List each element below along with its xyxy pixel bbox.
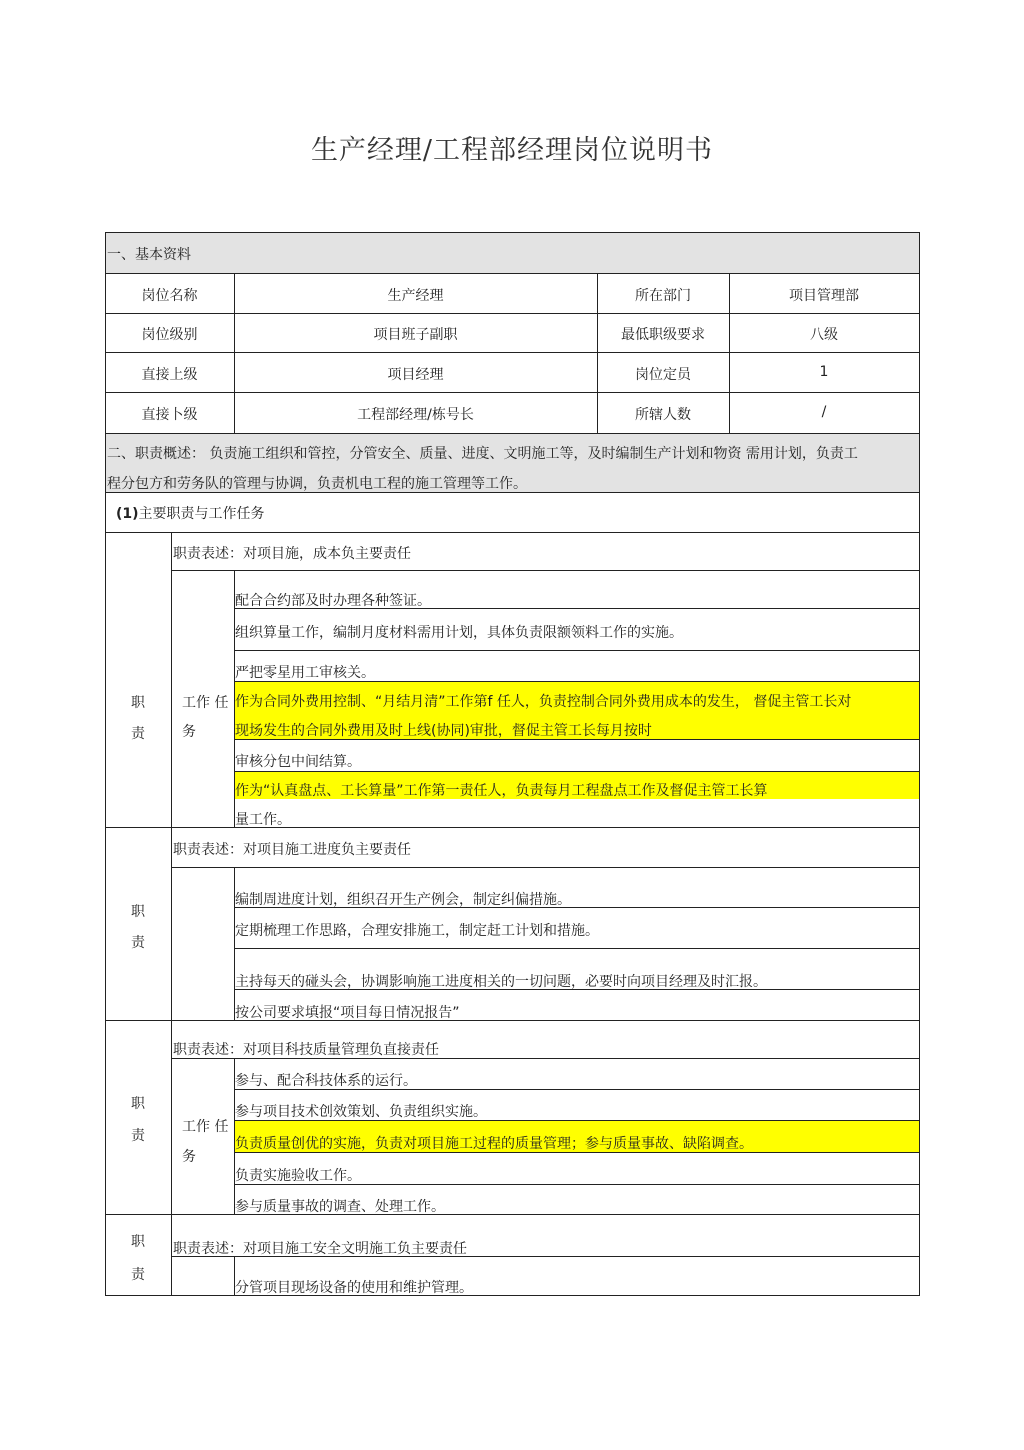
basic-r4-v1: 工程部经理/栋号长	[357, 407, 474, 423]
b1-task-5: 审核分包中间结算。	[235, 754, 361, 770]
basic-r1-v2: 项目管理部	[789, 288, 859, 304]
b2-task-2: 定期梳理工作思路，合理安排施工，制定赶工计划和措施。	[235, 923, 599, 939]
main-duties-number: (1)	[116, 506, 139, 522]
overview-line1: 二、职责概述： 负责施工组织和管控，分管安全、质量、进度、文明施工等，及时编制生产计划和物资 需用计划，负责工	[107, 446, 858, 462]
main-duties-label: 主要职责与工作任务	[138, 506, 265, 522]
basic-r2-v1: 项目班子副职	[373, 327, 458, 343]
basic-r4-v2: /	[821, 404, 827, 420]
basic-r4-k2: 所辖人数	[635, 407, 691, 423]
task-label-1a: 工作 任	[182, 695, 229, 711]
basic-r2-v2: 八级	[810, 327, 838, 343]
section1-bg	[105, 232, 919, 273]
b1-task-4a: 作为合同外费用控制、“月结月清”工作第f 任人，负责控制合同外费用成本的发生， 督促主管工长对	[235, 694, 852, 710]
duty-label-4b: 责	[131, 1267, 145, 1283]
b2-task-4: 按公司要求填报“项目每日情况报告”	[235, 1005, 460, 1021]
b2-statement: 职责表述：对项目施工进度负主要责任	[173, 842, 411, 858]
b4-task-1: 分管项目现场设备的使用和维护管理。	[235, 1280, 473, 1296]
duty-label-3a: 职	[131, 1096, 145, 1112]
basic-r1-v1: 生产经理	[387, 288, 444, 304]
duty-label-2a: 职	[131, 904, 145, 920]
task-label-1b: 务	[182, 724, 196, 740]
b1-task-4b: 现场发生的合同外费用及时上线(协同)审批，督促主管工长每月按时	[235, 723, 652, 739]
section1-header: 一、基本资料	[107, 247, 191, 263]
b3-task-4: 负责实施验收工作。	[235, 1168, 361, 1184]
main-duties-heading	[116, 503, 265, 523]
b1-task-3: 严把零星用工审核关。	[235, 665, 375, 681]
b3-statement: 职责表述：对项目科技质量管理负直接责任	[173, 1042, 439, 1058]
b1-task-6a: 作为“认真盘点、工长算量”工作第一责任人，负责每月工程盘点工作及督促主管工长算	[235, 783, 768, 799]
b3-task-5: 参与质量事故的调查、处理工作。	[235, 1199, 445, 1215]
basic-r1-k1: 岗位名称	[141, 288, 198, 304]
overview-line2: 程分包方和劳务队的管理与协调，负责机电工程的施工管理等工作。	[107, 476, 527, 492]
b1-task-2: 组织算量工作，编制月度材料需用计划，具体负责限额领料工作的实施。	[235, 625, 683, 641]
duty-label-2b: 责	[131, 935, 145, 951]
duty-label-1a: 职	[131, 695, 145, 711]
basic-r3-v2: 1	[819, 364, 829, 380]
b3-task-3: 负责质量创优的实施，负责对项目施工过程的质量管理；参与质量事故、缺陷调查。	[235, 1136, 753, 1152]
b1-statement: 职责表述：对项目施，成本负主要责任	[173, 546, 411, 562]
basic-r3-v1: 项目经理	[387, 367, 444, 383]
b2-task-1: 编制周进度计划，组织召开生产例会，制定纠偏措施。	[235, 892, 571, 908]
basic-r1-k2: 所在部门	[635, 288, 691, 304]
b4-statement: 职责表述：对项目施工安全文明施工负主要责任	[173, 1241, 467, 1257]
task-label-3a: 工作 任	[182, 1119, 229, 1135]
duty-label-4a: 职	[131, 1234, 145, 1250]
basic-r3-k1: 直接上级	[141, 367, 198, 383]
task-label-3b: 务	[182, 1149, 196, 1165]
duty-label-3b: 责	[131, 1128, 145, 1144]
b2-task-3: 主持每天的碰头会，协调影响施工进度相关的一切问题，必要时向项目经理及时汇报。	[235, 974, 767, 990]
page-title: 生产经理/工程部经理岗位说明书	[310, 135, 714, 166]
b1-task-1: 配合合约部及时办理各种签证。	[235, 593, 431, 609]
b1-task-6b: 量工作。	[235, 812, 291, 828]
basic-r2-k2: 最低职级要求	[621, 327, 705, 343]
b3-task-2: 参与项目技术创效策划、负责组织实施。	[235, 1104, 487, 1120]
basic-r4-k1: 直接卜级	[141, 407, 198, 423]
basic-r3-k2: 岗位定员	[635, 367, 691, 383]
duty-label-1b: 责	[131, 726, 145, 742]
basic-r2-k1: 岗位级别	[141, 327, 198, 343]
b3-task-1: 参与、配合科技体系的运行。	[235, 1073, 417, 1089]
